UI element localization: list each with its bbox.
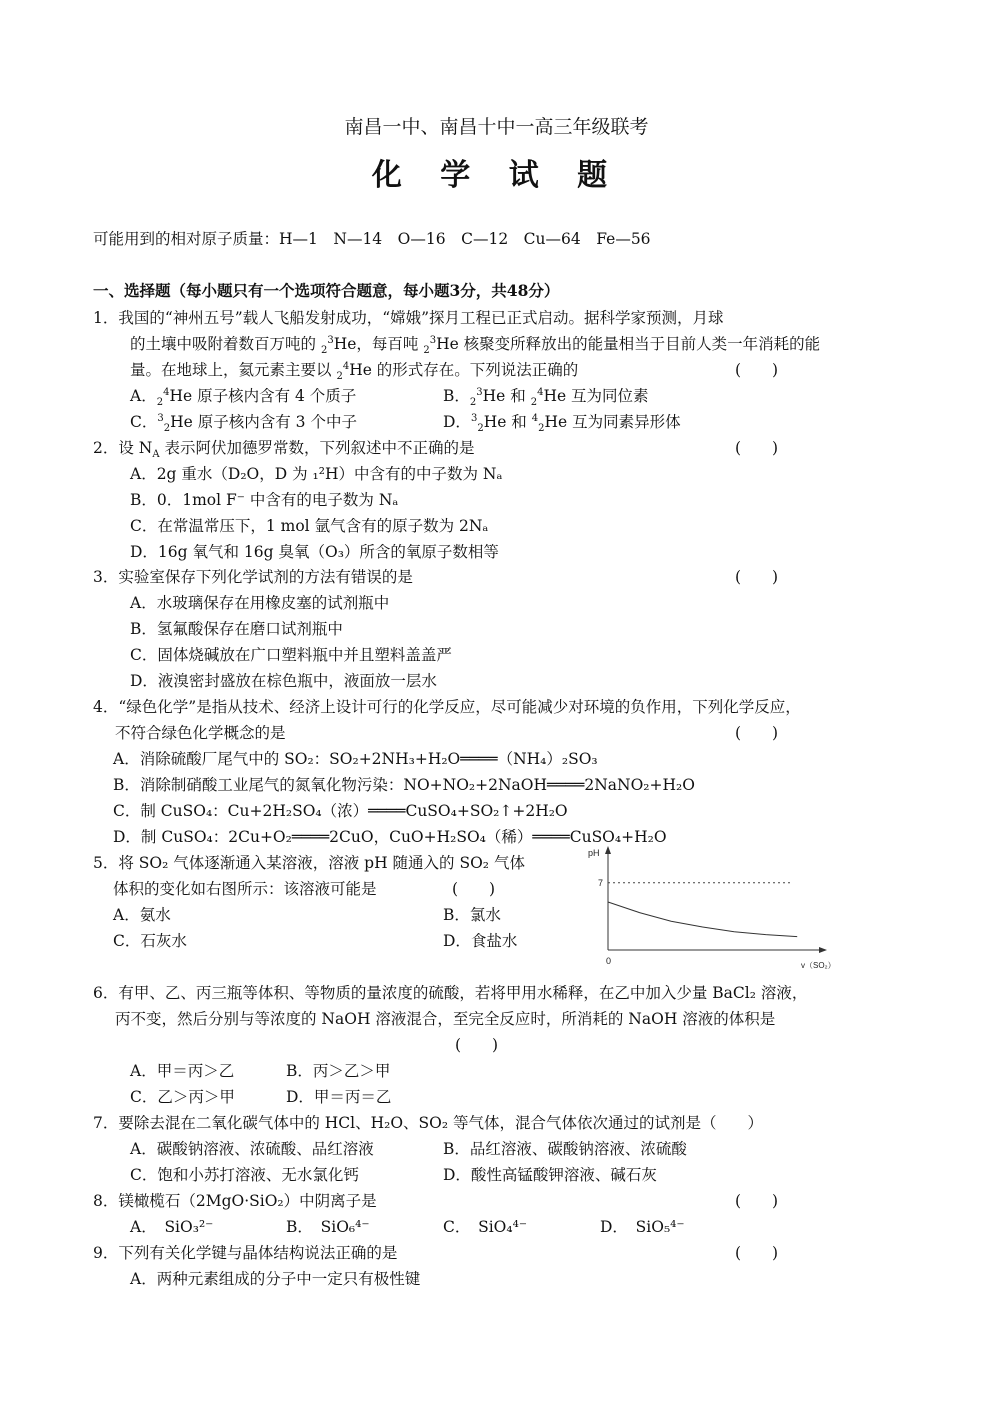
- q7-option-c: C．饱和小苏打溶液、无水氯化钙: [130, 1166, 359, 1184]
- school-line: 南昌一中、南昌十中一高三年级联考: [344, 116, 649, 138]
- q7-option-a: A．碳酸钠溶液、浓硫酸、品红溶液: [130, 1140, 374, 1158]
- q1-option-a: A．$_2^4$He 原子核内含有 4 个质子: [130, 386, 357, 409]
- q8-answer-blank: ( ): [735, 1192, 779, 1210]
- q1-option-b: B．$_2^3$He 和 $_2^4$He 互为同位素: [443, 386, 649, 409]
- q1-option-d: D．$^3_2$He 和 $^4_2$He 互为同素异形体: [443, 412, 681, 435]
- q5-stem-line1: 5．将 SO₂ 气体逐渐通入某溶液，溶液 pH 随通入的 SO₂ 气体: [93, 854, 525, 872]
- q2-option-b: B．0．1mol F⁻ 中含有的电子数为 Nₐ: [130, 491, 399, 509]
- q4-option-a: A．消除硫酸厂尾气中的 SO₂：SO₂+2NH₃+H₂O════（NH₄）₂SO₃: [113, 750, 598, 768]
- q4-option-b: B．消除制硝酸工业尾气的氮氧化物污染：NO+NO₂+2NaOH════2NaNO₂+H₂O: [113, 776, 695, 794]
- q1-stem-line3: 量。在地球上，氦元素主要以 $_2^4$He 的形式存在。下列说法正确的: [130, 360, 579, 383]
- page-title: 化 学 试 题: [371, 158, 622, 193]
- q6-stem-line1: 6．有甲、乙、丙三瓶等体积、等物质的量浓度的硫酸，若将甲用水稀释，在乙中加入少量 BaCl₂ 溶液，: [93, 984, 808, 1002]
- q1-answer-blank: ( ): [735, 361, 779, 379]
- q6-stem-line2: 丙不变，然后分别与等浓度的 NaOH 溶液混合，至完全反应时，所消耗的 NaOH 溶液的体积是: [115, 1010, 776, 1028]
- y-axis-label: pH: [588, 848, 600, 858]
- q8-option-c: C． SiO₄⁴⁻: [443, 1218, 528, 1236]
- q5-option-b: B．氯水: [443, 906, 501, 924]
- q2-stem: 2．设 $N_A$ 表示阿伏加德罗常数，下列叙述中不正确的是: [93, 439, 475, 461]
- ph-chart: [580, 844, 836, 974]
- q7-option-b: B．品红溶液、碳酸钠溶液、浓硫酸: [443, 1140, 687, 1158]
- origin-label: 0: [606, 956, 612, 966]
- q9-stem: 9．下列有关化学键与晶体结构说法正确的是: [93, 1244, 398, 1262]
- q1-option-c: C．$^3_2$He 原子核内含有 3 个中子: [130, 412, 357, 435]
- q5-stem-line2: 体积的变化如右图所示：该溶液可能是: [113, 880, 377, 898]
- q4-stem-line1: 4．“绿色化学”是指从技术、经济上设计可行的化学反应，尽可能减少对环境的负作用，下列化学反应，: [93, 698, 801, 716]
- ph-curve: [608, 902, 797, 937]
- q7-option-d: D．酸性高锰酸钾溶液、碱石灰: [443, 1166, 657, 1184]
- q2-option-d: D．16g 氧气和 16g 臭氧（O₃）所含的氧原子数相等: [130, 543, 499, 561]
- q3-option-c: C．固体烧碱放在广口塑料瓶中并且塑料盖盖严: [130, 646, 452, 664]
- q6-answer-blank: ( ): [455, 1036, 499, 1054]
- q8-option-d: D． SiO₅⁴⁻: [600, 1218, 685, 1236]
- section-heading: 一、选择题（每小题只有一个选项符合题意，每小题3分，共48分）: [93, 281, 560, 300]
- y-axis-arrow: [605, 846, 611, 854]
- x-axis-label: v（SO₂）: [801, 961, 836, 970]
- q4-answer-blank: ( ): [735, 724, 779, 742]
- q2-answer-blank: ( ): [735, 439, 779, 457]
- q6-option-b: B．丙＞乙＞甲: [286, 1062, 391, 1080]
- q5-option-d: D．食盐水: [443, 932, 518, 950]
- ph7-tick-label: 7: [598, 877, 604, 888]
- x-axis-arrow: [819, 947, 827, 953]
- q9-option-a: A．两种元素组成的分子中一定只有极性键: [130, 1270, 421, 1288]
- q5-answer-blank: ( ): [452, 880, 496, 898]
- q6-option-d: D．甲＝丙＝乙: [286, 1088, 392, 1106]
- q3-stem: 3．实验室保存下列化学试剂的方法有错误的是: [93, 568, 413, 586]
- q3-answer-blank: ( ): [735, 568, 779, 586]
- q5-option-a: A．氨水: [113, 906, 171, 924]
- q2-option-c: C．在常温常压下，1 mol 氩气含有的原子数为 2Nₐ: [130, 517, 489, 535]
- q5-option-c: C．石灰水: [113, 932, 187, 950]
- q9-answer-blank: ( ): [735, 1244, 779, 1262]
- q1-stem-line1: 1．我国的“神州五号”载人飞船发射成功，“嫦娥”探月工程已正式启动。据科学家预测，月球: [93, 309, 724, 327]
- q6-option-c: C．乙＞丙＞甲: [130, 1088, 235, 1106]
- q2-option-a: A．2g 重水（D₂O，D 为 ₁²H）中含有的中子数为 Nₐ: [130, 465, 503, 483]
- q3-option-b: B．氢氟酸保存在磨口试剂瓶中: [130, 620, 343, 638]
- q8-option-a: A． SiO₃²⁻: [130, 1218, 214, 1236]
- atomic-masses: 可能用到的相对原子质量：H—1 N—14 O—16 C—12 Cu—64 Fe—56: [93, 230, 651, 248]
- q3-option-d: D．液溴密封盛放在棕色瓶中，液面放一层水: [130, 672, 437, 690]
- q3-option-a: A．水玻璃保存在用橡皮塞的试剂瓶中: [130, 594, 390, 612]
- q1-stem-line2: 的土壤中吸附着数百万吨的 $_2^3$He，每百吨 $_2^3$He 核聚变所释放出的能量相当于目前人类一年消耗的能: [130, 334, 821, 357]
- q4-option-d: D．制 CuSO₄：2Cu+O₂════2CuO，CuO+H₂SO₄（稀）════CuSO₄+H₂O: [113, 828, 667, 846]
- q4-stem-line2: 不符合绿色化学概念的是: [115, 724, 286, 742]
- q8-option-b: B． SiO₆⁴⁻: [286, 1218, 370, 1236]
- q7-stem: 7．要除去混在二氧化碳气体中的 HCl、H₂O、SO₂ 等气体，混合气体依次通过的试剂是（ ）: [93, 1114, 764, 1132]
- q6-option-a: A．甲＝丙＞乙: [130, 1062, 235, 1080]
- q4-option-c: C．制 CuSO₄：Cu+2H₂SO₄（浓）════CuSO₄+SO₂↑+2H₂O: [113, 802, 568, 820]
- q8-stem: 8．镁橄榄石（2MgO·SiO₂）中阴离子是: [93, 1192, 377, 1210]
